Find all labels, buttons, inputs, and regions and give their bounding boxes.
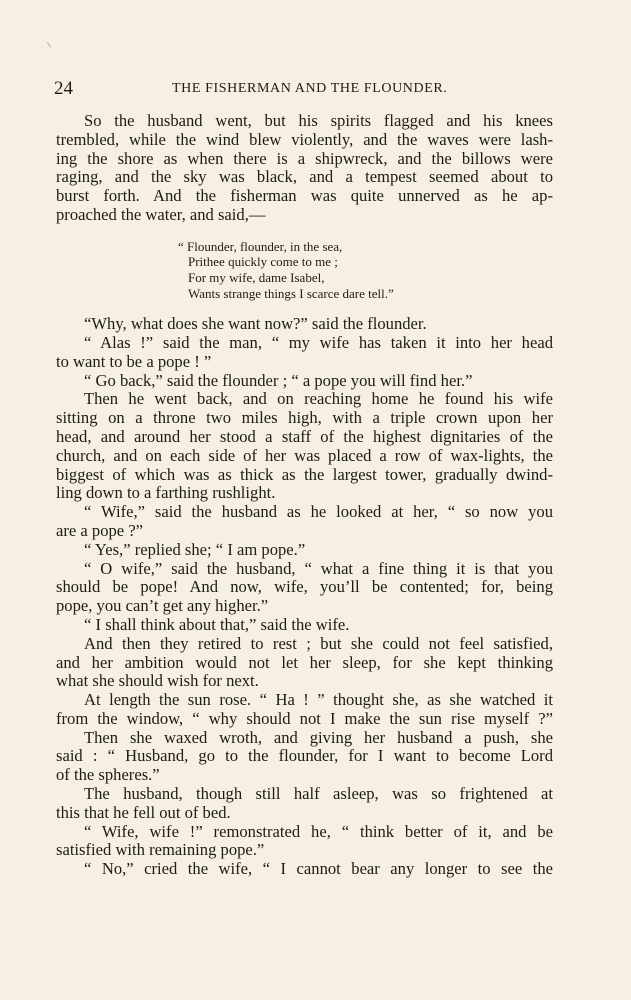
page-mark <box>47 39 56 48</box>
text-line: “ Wife, wife !” remonstrated he, “ think better of it, and be <box>84 821 553 841</box>
verse-line: For my wife, dame Isabel, <box>188 269 325 285</box>
text-line: “ I shall think about that,” said the wife. <box>84 614 350 634</box>
text-line: Then he went back, and on reaching home he found his wife <box>84 389 553 409</box>
text-line: ing the shore as when there is a shipwreck, and the billows were <box>56 148 553 168</box>
verse-line: Prithee quickly come to me ; <box>188 254 338 270</box>
text-line: what she should wish for next. <box>56 671 259 691</box>
text-line: ling down to a farthing rushlight. <box>56 483 276 503</box>
text-line: sitting on a throne two miles high, with a triple crown upon her <box>56 408 553 428</box>
verse-line: Wants strange things I scarce dare tell.” <box>188 285 394 301</box>
text-line: this that he fell out of bed. <box>56 802 231 822</box>
text-line: So the husband went, but his spirits flagged and his knees <box>84 111 553 130</box>
text-line: to want to be a pope ! ” <box>56 351 212 371</box>
text-line: “ Go back,” said the flounder ; “ a pope you will find her.” <box>84 370 473 390</box>
text-line: “ Yes,” replied she; “ I am pope.” <box>84 539 306 559</box>
paragraph-2 <box>56 315 553 879</box>
text-line: and her ambition would not let her sleep, for she kept thinking <box>56 652 553 672</box>
page-header <box>54 78 554 102</box>
text-line: “ O wife,” said the husband, “ what a fine thing it is that you <box>84 558 553 578</box>
text-line: At length the sun rose. “ Ha ! ” thought she, as she watched it <box>84 690 553 710</box>
verse <box>178 239 553 301</box>
text-line: said : “ Husband, go to the flounder, for I want to become Lord <box>56 746 553 766</box>
text-line: are a pope ?” <box>56 520 144 540</box>
text-line: “ Wife,” said the husband as he looked at her, “ so now you <box>84 502 553 522</box>
text-line: And then they retired to rest ; but she could not feel satisfied, <box>84 633 553 653</box>
paragraph-1 <box>56 112 553 225</box>
text-line: proached the water, and said,— <box>56 204 266 224</box>
text-line: church, and on each side of her was placed a row of wax-lights, the <box>56 445 553 465</box>
text-line: The husband, though still half asleep, was so frightened at <box>84 784 553 804</box>
text-line: biggest of which was as thick as the largest tower, gradually dwind- <box>56 464 553 484</box>
verse-line: “ Flounder, flounder, in the sea, <box>178 238 343 254</box>
page-number: 24 <box>54 78 73 99</box>
text-line: “ Alas !” said the man, “ my wife has taken it into her head <box>84 332 553 352</box>
text-line: raging, and the sky was black, and a tempest seemed about to <box>56 167 553 187</box>
text-line: Then she waxed wroth, and giving her husband a push, she <box>84 727 553 747</box>
text-line: trembled, while the wind blew violently, and the waves were lash- <box>56 129 553 149</box>
text-line: burst forth. And the fisherman was quite unnerved as he ap- <box>56 186 553 206</box>
text-line: head, and around her stood a staff of the highest dignitaries of the <box>56 426 553 446</box>
running-title: THE FISHERMAN AND THE FLOUNDER. <box>172 81 448 96</box>
body-text <box>56 112 553 879</box>
text-line: from the window, “ why should not I make the sun rise myself ?” <box>56 708 553 728</box>
text-line: “ No,” cried the wife, “ I cannot bear any longer to see the <box>84 859 553 879</box>
text-line: pope, you can’t get any higher.” <box>56 596 269 616</box>
text-line: satisfied with remaining pope.” <box>56 840 265 860</box>
text-line: should be pope! And now, wife, you’ll be contented; for, being <box>56 577 553 597</box>
text-line: “Why, what does she want now?” said the flounder. <box>84 314 427 334</box>
text-line: of the spheres.” <box>56 765 160 785</box>
